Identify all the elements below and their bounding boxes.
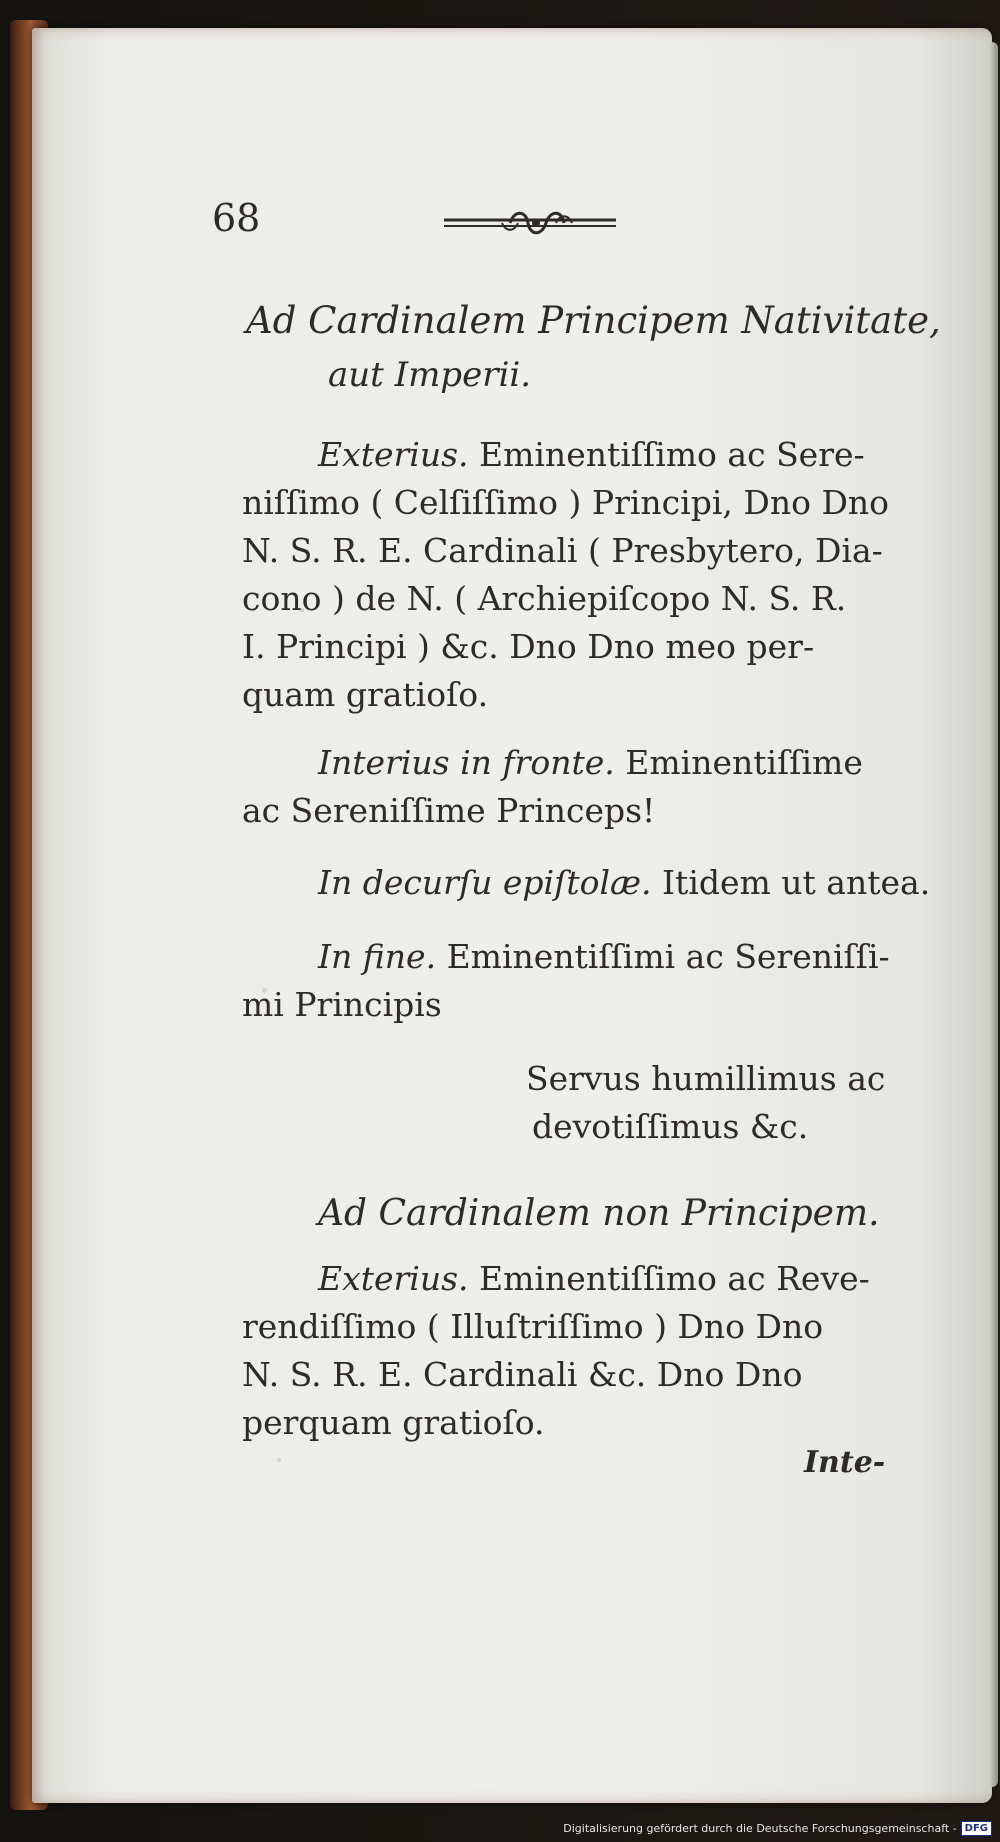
paragraph-line: ac Sereniſſime Princeps! — [242, 791, 656, 830]
paragraph-line: quam gratioſo. — [242, 675, 489, 714]
exterius-label: Exterius. — [318, 435, 469, 474]
page-edge — [990, 42, 998, 1787]
paragraph-line — [318, 1259, 870, 1298]
fine-label: In fine. — [318, 937, 437, 976]
paragraph-line — [318, 435, 865, 474]
paragraph-line: rendiſſimo ( Illuſtriſſimo ) Dno Dno — [242, 1307, 824, 1346]
paragraph-line: N. S. R. E. Cardinali &c. Dno Dno — [242, 1355, 803, 1394]
paragraph-text: Eminentiſſimo ac Reve- — [479, 1259, 870, 1298]
paragraph-line: cono ) de N. ( Archiepiſcopo N. S. R. — [242, 579, 847, 618]
paragraph-text: Eminentiſſimi ac Sereniſſi- — [446, 937, 890, 976]
paragraph-line — [318, 863, 931, 902]
paragraph-line: I. Principi ) &c. Dno Dno meo per- — [242, 627, 815, 666]
section-heading-line: aut Imperii. — [328, 355, 532, 395]
closing-line: Servus humillimus ac — [526, 1059, 886, 1098]
decursu-label: In decurſu epiſtolæ. — [318, 863, 652, 902]
paragraph-line: perquam gratioſo. — [242, 1403, 545, 1442]
dfg-logo: DFG — [961, 1821, 992, 1836]
paragraph-line — [318, 743, 863, 782]
paragraph-text: Eminentiſſimo ac Sere- — [479, 435, 865, 474]
paragraph-line: N. S. R. E. Cardinali ( Presbytero, Dia- — [242, 531, 883, 570]
paragraph-line: mi Principis — [242, 985, 442, 1024]
exterius-label: Exterius. — [318, 1259, 469, 1298]
section-heading: Ad Cardinalem non Principem. — [318, 1193, 880, 1234]
credit-text: Digitalisierung gefördert durch die Deutsche Forschungsgemeinschaft - — [563, 1822, 957, 1835]
ornament-rule — [440, 200, 620, 244]
interius-label: Interius in fronte. — [318, 743, 615, 782]
catchword: Inte- — [804, 1445, 886, 1480]
paragraph-text: Eminentiſſime — [625, 743, 863, 782]
page-number: 68 — [212, 196, 261, 240]
section-heading-line: Ad Cardinalem Principem Nativitate, — [246, 299, 941, 342]
paragraph-line — [318, 937, 890, 976]
paragraph-line: niſſimo ( Celſiſſimo ) Principi, Dno Dno — [242, 483, 890, 522]
paragraph-text: Itidem ut antea. — [662, 863, 931, 902]
closing-line: devotiſſimus &c. — [532, 1107, 809, 1146]
digitization-credit — [563, 1821, 992, 1836]
